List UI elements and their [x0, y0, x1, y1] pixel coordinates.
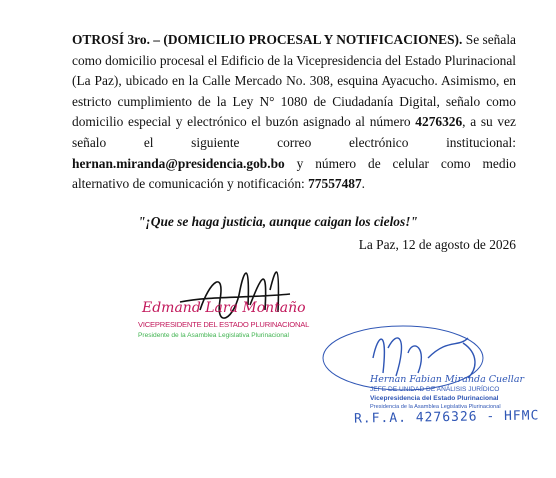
left-signer-title: VICEPRESIDENTE DEL ESTADO PLURINACIONAL	[138, 320, 310, 329]
email-address: hernan.miranda@presidencia.gob.bo	[72, 155, 285, 171]
phone-number: 77557487	[308, 176, 362, 192]
right-signer-name: Hernan Fabian Miranda Cuellar	[370, 374, 525, 385]
right-signer-subtitle: Presidencia de la Asamblea Legislativa Plurinacional	[370, 404, 501, 410]
left-signer-subtitle: Presidente de la Asamblea Legislativa Plurinacional	[138, 332, 290, 339]
handwritten-note: R.F.A. 4276326 - HFMC	[353, 408, 540, 427]
place-date: La Paz, 12 de agosto de 2026	[358, 237, 516, 252]
buzon-number: 4276326	[415, 114, 463, 130]
left-signer-name: Edmand Lara Montaño	[142, 300, 306, 316]
right-signer-title: JEFE DE UNIDAD DE ANÁLISIS JURÍDICO	[370, 386, 500, 393]
section-heading: OTROSÍ 3ro. – (DOMICILIO PROCESAL Y NOTIFICACIONES).	[72, 32, 463, 47]
quote-line: "¡Que se haga justicia, aunque caigan los cielos!"	[138, 214, 418, 229]
right-signer-org: Vicepresidencia del Estado Plurinacional	[370, 395, 499, 402]
otrosi-paragraph: OTROSÍ 3ro. – (DOMICILIO PROCESAL Y NOTIFICACIONES). Se señala como domicilio procesal el Edificio de la Vicepresidencia del Estado Plurinacional (La Paz), ubicado en la Calle Mercado No. 308, esquina Ayacucho. Asimismo, en estricto cumplimiento de la Ley N° 1080 de Ciudadanía Digital, señalo como domicilio especial y electrónico el buzón asignado al número 4276326, a su vez señalo el siguiente correo electrónico institucional: hernan.miranda@presidencia.gob.bo y número de celular como medio alternativo de comunicación y notificación: 77557487.	[72, 32, 516, 192]
right-signature-block	[318, 318, 548, 448]
